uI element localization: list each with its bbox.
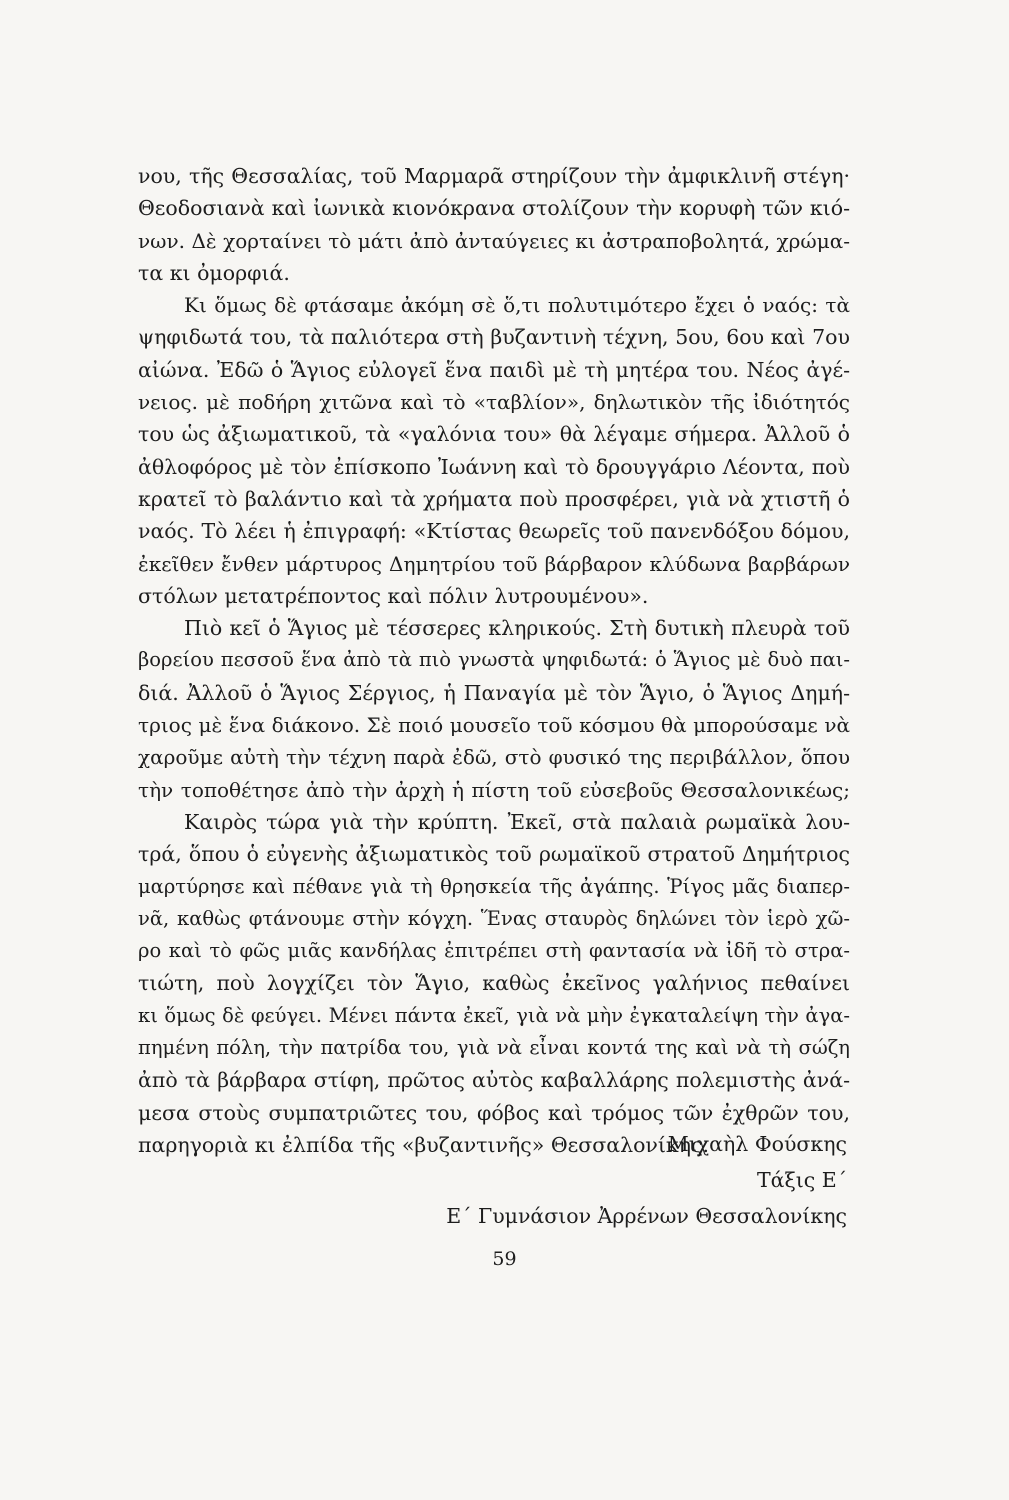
text-line: ἀθλοφόρος μὲ τὸν ἐπίσκοπο Ἰωάννη καὶ τὸ δρουγγάριο Λέοντα, ποὺ [138, 454, 850, 479]
text-line: μαρτύρησε καὶ πέθανε γιὰ τὴ θρησκεία τῆς ἀγάπης. Ῥίγος μᾶς διαπερ- [138, 874, 850, 898]
paragraph-first-line: Κι ὅμως δὲ φτάσαμε ἀκόμη σὲ ὅ,τι πολυτιμότερο ἔχει ὁ ναός: τὰ [184, 293, 850, 318]
text-line: ἐκεῖθεν ἔνθεν μάρτυρος Δημητρίου τοῦ βάρβαρον κλύδωνα βαρβάρων [138, 551, 850, 576]
text-line: χαροῦμε αὐτὴ τὴν τέχνη παρὰ ἐδῶ, στὸ φυσικό της περιβάλλον, ὅπου [138, 745, 850, 770]
paragraph-first-line: Καιρὸς τώρα γιὰ τὴν κρύπτη. Ἐκεῖ, στὰ παλαιὰ ρωμαϊκὰ λου- [184, 809, 850, 834]
text-line: τριος μὲ ἕνα διάκονο. Σὲ ποιό μουσεῖο τοῦ κόσμου θὰ μπορούσαμε νὰ [138, 713, 850, 738]
text-line: μεσα στοὺς συμπατριῶτες του, φόβος καὶ τρόμος τῶν ἐχθρῶν του, [138, 1100, 850, 1125]
text-line: διά. Ἀλλοῦ ὁ Ἅγιος Σέργιος, ἡ Παναγία μὲ τὸν Ἅγιο, ὁ Ἅγιος Δημή- [138, 680, 850, 705]
text-line: Θεοδοσιανὰ καὶ ἰωνικὰ κιονόκρανα στολίζουν τὴν κορυφὴ τῶν κιό- [138, 196, 850, 221]
author-school: Ε΄ Γυμνάσιον Ἀρρένων Θεσσαλονίκης [446, 1204, 847, 1228]
text-line: νων. Δὲ χορταίνει τὸ μάτι ἀπὸ ἀνταύγειες κι ἀστραποβολητά, χρώμα- [138, 228, 850, 253]
text-line: τρά, ὅπου ὁ εὐγενὴς ἀξιωματικὸς τοῦ ρωμαϊκοῦ στρατοῦ Δημήτριος [138, 842, 850, 867]
text-line: ψηφιδωτά του, τὰ παλιότερα στὴ βυζαντινὴ τέχνη, 5ου, 6ου καὶ 7ου [138, 325, 850, 350]
text-line: στόλων μετατρέποντος καὶ πόλιν λυτρουμένου». [138, 583, 649, 608]
text-line: νᾶ, καθὼς φτάνουμε στὴν κόγχη. Ἕνας σταυρὸς δηλώνει τὸν ἱερὸ χῶ- [138, 906, 850, 930]
text-line: βορείου πεσσοῦ ἕνα ἀπὸ τὰ πιὸ γνωστὰ ψηφιδωτά: ὁ Ἅγιος μὲ δυὸ παι- [138, 648, 850, 672]
text-line: ρο καὶ τὸ φῶς μιᾶς κανδήλας ἐπιτρέπει στὴ φαντασία νὰ ἰδῆ τὸ στρα- [138, 939, 850, 963]
signature-block [446, 1126, 847, 1234]
body-text [138, 160, 850, 1161]
text-line: ναός. Τὸ λέει ἡ ἐπιγραφή: «Κτίστας θεωρεῖς τοῦ πανενδόξου δόμου, [138, 519, 850, 544]
author-class: Τάξις Ε΄ [756, 1168, 847, 1192]
text-line: νειος. μὲ ποδήρη χιτῶνα καὶ τὸ «ταβλίον», δηλωτικὸν τῆς ἰδιότητός [138, 390, 850, 415]
text-line: τιώτη, ποὺ λογχίζει τὸν Ἅγιο, καθὼς ἐκεῖνος γαλήνιος πεθαίνει [138, 971, 850, 996]
text-line: αἰώνα. Ἐδῶ ὁ Ἅγιος εὐλογεῖ ἕνα παιδὶ μὲ τὴ μητέρα του. Νέος ἀγέ- [138, 357, 850, 382]
text-line: παρηγοριὰ κι ἐλπίδα τῆς «βυζαντινῆς» Θεσσαλονίκης. [138, 1132, 710, 1157]
text-line: του ὡς ἀξιωματικοῦ, τὰ «γαλόνια του» θὰ λέγαμε σήμερα. Ἀλλοῦ ὁ [138, 422, 850, 447]
text-line: τα κι ὀμορφιά. [138, 260, 290, 285]
text-line: τὴν τοποθέτησε ἀπὸ τὴν ἀρχὴ ἡ πίστη τοῦ εὐσεβοῦς Θεσσαλονικέως; [138, 777, 850, 802]
page-number: 59 [492, 1248, 517, 1270]
text-line: νου, τῆς Θεσσαλίας, τοῦ Μαρμαρᾶ στηρίζουν τὴν ἀμφικλινῆ στέγη· [138, 164, 850, 188]
author-name: Μιχαὴλ Φούσκης [667, 1132, 847, 1156]
text-line: ἀπὸ τὰ βάρβαρα στίφη, πρῶτος αὐτὸς καβαλλάρης πολεμιστὴς ἀνά- [138, 1068, 850, 1093]
paragraph-first-line: Πιὸ κεῖ ὁ Ἅγιος μὲ τέσσερες κληρικούς. Στὴ δυτικὴ πλευρὰ τοῦ [184, 616, 850, 641]
text-line: πημένη πόλη, τὴν πατρίδα του, γιὰ νὰ εἶναι κοντά της καὶ νὰ τὴ σώζη [138, 1036, 850, 1060]
text-line: κρατεῖ τὸ βαλάντιο καὶ τὰ χρήματα ποὺ προσφέρει, γιὰ νὰ χτιστῆ ὁ [138, 486, 850, 511]
text-line: κι ὅμως δὲ φεύγει. Μένει πάντα ἐκεῖ, γιὰ νὰ μὴν ἐγκαταλείψη τὴν ἀγα- [138, 1003, 850, 1027]
